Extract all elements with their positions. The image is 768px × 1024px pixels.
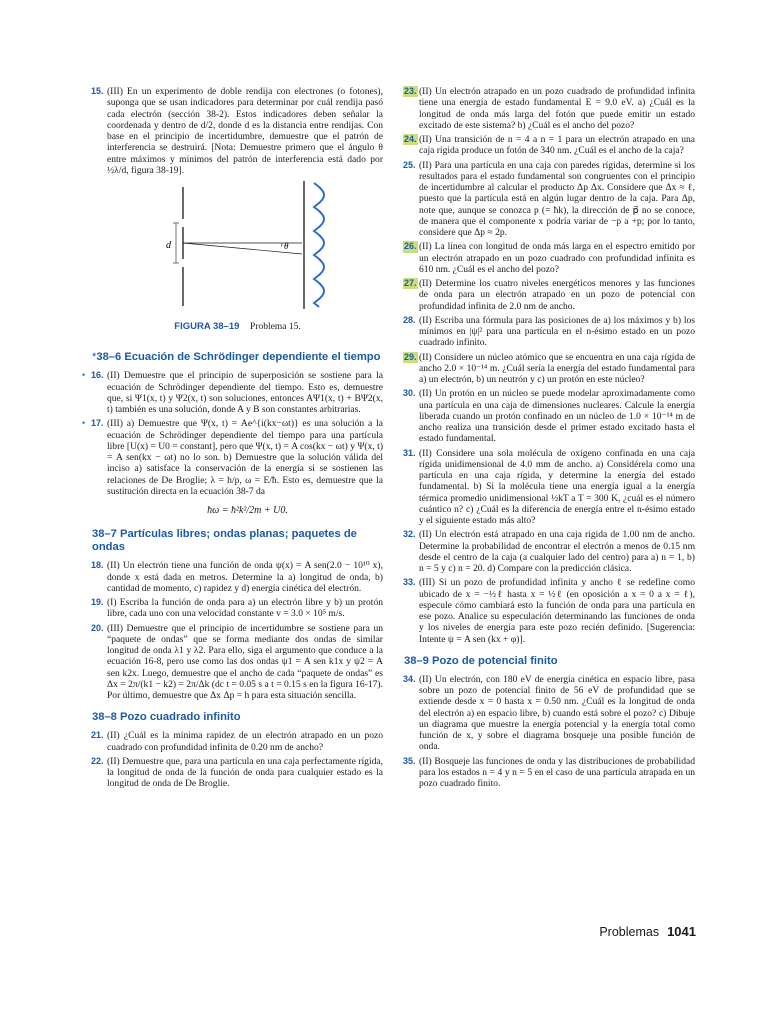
problem-16	[82, 370, 384, 415]
difficulty-level: (II)	[419, 159, 432, 171]
problem-number: 22.	[91, 755, 104, 766]
problem-text: Un electrón tiene una función de onda ψ(x) = A sen(2.0 − 10¹⁰ x), donde x está dada en metros. Determine la a) longitud de onda, b) cantidad de momento, c) rapidez y d) energía cinética del electrón.	[107, 560, 384, 594]
right-column	[404, 86, 695, 792]
problem-number: 35.	[403, 755, 416, 766]
problem-number: 28.	[403, 314, 416, 325]
problem-25	[404, 160, 695, 239]
difficulty-level: (II)	[107, 755, 120, 767]
d-label: d	[166, 240, 171, 251]
double-slit-diagram	[92, 179, 383, 319]
problem-text: Escriba la función de onda para a) un electrón libre y b) un protón libre, cada uno con una velocidad constante v = 3.0 × 10⁵ m/s.	[107, 597, 383, 620]
difficulty-level: (II)	[419, 388, 432, 400]
problem-27	[404, 278, 695, 312]
problem-26	[404, 241, 695, 275]
problem-30	[404, 388, 695, 444]
section-title: 38–8 Pozo cuadrado infinito	[92, 711, 241, 724]
problem-number: 29.	[404, 351, 417, 362]
section-title: 38–7 Partículas libres; ondas planas; paquetes de ondas	[92, 528, 357, 554]
difficulty-level: (II)	[419, 447, 432, 459]
problem-text: Un protón en un núcleo se puede modelar aproximadamente como una partícula en una caja de dimensiones nucleares. Calcule la energía liberada cuando un protón confinado en un núcleo de 1.0 × 10⁻¹⁴ m de ancho realiza una transición desde el primer estado excitado hasta el estado fundamental.	[419, 388, 695, 445]
section-38-7-heading	[92, 528, 383, 554]
figure-caption	[92, 321, 383, 333]
problem-number: 26.	[404, 241, 417, 252]
difficulty-level: (II)	[419, 241, 432, 253]
figure-label: FIGURA 38–19	[174, 321, 240, 332]
problem-23	[404, 86, 695, 131]
problem-35	[404, 756, 695, 790]
difficulty-level: (II)	[107, 560, 120, 572]
bullet: •	[82, 370, 86, 381]
problem-text: a) Demuestre que Ψ(x, t) = Ae^{i(kx−ωt)} es una solución a la ecuación de Schrödinger dependiente del tiempo para una partícula libre [U(x) = U0 = constant], pero que Ψ(x, t) = A cos(kx − ωt) y Ψ(x, t) = A sen(kx − ωt) no lo son. b) Demuestre que la solución válida del inciso a) satisface la conservación de la energía si se sostienen las relaciones de De Broglie; λ = h/p, ω = E/ħ. Esto es, demuestre que la sustitución directa en la ecuación 38-7 da	[107, 418, 383, 497]
problem-19	[92, 597, 383, 620]
difficulty-level: (II)	[419, 673, 432, 685]
difficulty-level: (II)	[419, 755, 432, 767]
theta-label: θ	[284, 241, 289, 251]
difficulty-level: (II)	[107, 730, 120, 742]
difficulty-level: (II)	[419, 529, 432, 541]
section-38-9-heading	[404, 655, 695, 668]
difficulty-level: (II)	[419, 351, 432, 363]
difficulty-level: (II)	[419, 278, 432, 289]
difficulty-level: (I)	[107, 597, 117, 608]
problem-text: Para una partícula en una caja con paredes rígidas, determine si los resultados para el estado fundamental son congruentes con el principio de incertidumbre al calcular el producto Δp Δx. Considere que Δx ≈ ℓ, puesto que la partícula está en algún lugar dentro de la caja. Para Δp, note que, aunque se conozca p (= ħk), la dirección de p⃗ no se conoce, de manera que el componente x podría variar de −p a +p; por lo tanto, considere que Δp ≈ 2p.	[419, 159, 696, 238]
problem-18	[92, 560, 383, 594]
problem-32	[404, 529, 695, 574]
problem-text: Demuestre que el principio de superposición se sostiene para la ecuación de Schrödinger dependiente del tiempo. Esto es, demuestre que, si Ψ1(x, t) y Ψ2(x, t) son soluciones, entonces AΨ1(x, t) + BΨ2(x, t) también es una solución, donde A y B son constantes arbitrarias.	[107, 370, 384, 415]
problem-text: Un electrón atrapado en un pozo cuadrado de profundidad infinita tiene una energía de estado fundamental E = 9.0 eV. a) ¿Cuál es la longitud de onda más larga del fotón que puede emitir un estado excitado de este sistema? b) ¿Cuál es el ancho del pozo?	[419, 86, 695, 131]
problem-number: 20.	[91, 622, 104, 633]
section-38-6-heading	[92, 351, 383, 364]
problem-text: Demuestre que, para una partícula en una caja perfectamente rígida, la longitud de onda de la función de onda para cualquier estado es la longitud de onda de De Broglie.	[107, 755, 383, 790]
problem-number: 24.	[404, 134, 417, 144]
problem-text: Una transición de n = 4 a n = 1 para un electrón atrapado en una caja rígida produce un fotón de 340 nm. ¿Cuál es el ancho de la caja?	[419, 134, 695, 157]
problem-number: 16.	[91, 370, 104, 381]
problem-20	[92, 623, 383, 702]
problem-text: Considere una sola molécula de oxígeno confinada en una caja rígida unidimensional de 4.0 mm de ancho. a) Considérela como una partícula en una caja rígida, y determine la energía del estado fundamental. b) Si la molécula tiene una energía igual a la energía térmica promedio unidimensional ½kT a T = 300 K, ¿cuál es el número cuántico n? c) ¿Cuál es la diferencia de energía entre el n-ésimo estado y el siguiente estado más alto?	[419, 447, 695, 526]
optional-star: *	[92, 351, 97, 364]
left-column	[82, 86, 384, 793]
page-footer	[599, 924, 696, 939]
problem-number: 31.	[403, 447, 416, 458]
problem-text: La línea con longitud de onda más larga en el espectro emitido por un electrón atrapado en un pozo cuadrado con profundidad infinita es 610 nm. ¿Cuál es el ancho del pozo?	[419, 241, 696, 275]
difficulty-level: (II)	[107, 370, 120, 382]
problem-28	[404, 315, 695, 349]
problem-number: 32.	[403, 529, 416, 540]
section-38-8-heading	[92, 711, 383, 724]
problem-number: 30.	[403, 388, 416, 399]
problem-33	[404, 577, 695, 645]
problem-number: 25.	[403, 159, 416, 170]
problem-text: Un electrón está atrapado en una caja rígida de 1.00 nm de ancho. Determine la probabilidad de encontrar el electrón a menos de 0.15 nm desde el centro de la caja (a cualquier lado del centro) para a) n = 1, b) n = 5 y c) n = 20. d) Compare con la predicción clásica.	[419, 529, 695, 574]
problem-number: 21.	[91, 730, 104, 741]
problem-text: Escriba una fórmula para las posiciones de a) los máximos y b) los mínimos en |ψ|² para una partícula en el n-ésimo estado en un pozo cuadrado infinito.	[419, 314, 695, 349]
difficulty-level: (III)	[107, 86, 123, 97]
problem-text: Demuestre que el principio de incertidumbre se sostiene para un “paquete de ondas” que se forma mediante dos ondas de similar longitud de onda λ1 y λ2. Para ello, siga el argumento que conduce a la ecuación 16-8, pero use como las dos ondas ψ1 = A sen k1x y ψ2 = A sen k2x. Luego, demuestre que el ancho de cada “paquete de ondas” es Δx = 2π/(k1 − k2) = 2π/Δk (dc t = 0.05 s a t = 0.15 s en la figura 16-17). Por último, demuestre que Δx Δp = h para esta situación sencilla.	[107, 622, 383, 701]
problem-17	[82, 418, 383, 497]
difficulty-level: (II)	[419, 86, 432, 97]
figure-caption-text: Problema 15.	[250, 322, 301, 332]
difficulty-level: (II)	[419, 134, 432, 145]
problem-24	[404, 134, 695, 157]
bullet: •	[82, 418, 86, 429]
problem-number: 34.	[403, 673, 416, 684]
problem-text: Un electrón, con 180 eV de energía cinética en espacio libre, pasa sobre un pozo de potencial finito de 56 eV de profundidad que se extiende desde x = 0 hasta x = 0.50 nm. ¿Cuál es la longitud de onda del electrón a) en espacio libre, b) cuando está sobre el pozo? c) Dibuje un diagrama que muestre la energía potencial y la energía total como función de x, y sobre el diagrama bosqueje una posible función de onda.	[419, 673, 695, 753]
page-number: 1041	[667, 924, 696, 939]
problem-number: 23.	[404, 86, 417, 96]
problem-number: 15.	[91, 86, 104, 96]
problem-31	[404, 448, 695, 527]
footer-label: Problemas	[599, 925, 660, 939]
difficulty-level: (III)	[419, 577, 435, 589]
problem-number: 18.	[91, 560, 104, 571]
problem-text: En un experimento de doble rendija con electrones (o fotones), suponga que se usan indicadores para determinar por cuál rendija pasó cada electrón (sección 38-2). Estos indicadores deben señalar la coordenada y dentro de d/2, donde d es la distancia entre rendijas. Con base en el principio de incertidumbre, demuestre que el patrón de interferencia se destruirá. [Nota: Demuestre primero que el ángulo θ entre máximos y mínimos del patrón de interferencia está dado por ½λ/d, figura 38-19].	[107, 86, 383, 176]
problem-21	[92, 730, 383, 753]
problem-text: Bosqueje las funciones de onda y las distribuciones de probabilidad para los estados n = 4 y n = 5 en el caso de una partícula atrapada en un pozo cuadrado finito.	[419, 755, 695, 789]
problem-15	[92, 86, 383, 176]
section-title: 38–9 Pozo de potencial finito	[404, 654, 558, 667]
difficulty-level: (III)	[107, 622, 123, 634]
problem-34	[404, 674, 695, 753]
problem-number: 33.	[403, 577, 416, 588]
problem-text: ¿Cuál es la mínima rapidez de un electrón atrapado en un pozo cuadrado con profundidad infinita de 0.20 nm de ancho?	[107, 730, 383, 753]
difficulty-level: (III)	[107, 418, 123, 430]
section-title: 38–6 Ecuación de Schrödinger dependiente el tiempo	[96, 351, 381, 364]
problem-29	[404, 352, 695, 386]
figure-38-19	[92, 179, 383, 319]
problem-number: 19.	[91, 597, 104, 607]
problem-text: Si un pozo de profundidad infinita y ancho ℓ se redefine como ubicado de x = −½ℓ hasta x = ½ℓ (en oposición a x = 0 a x = ℓ), especule cómo cambiará esto la función de onda para una partícula en ese pozo. Analice su especulación determinando las funciones de onda y los niveles de energía para este pozo recién definido. [Sugerencia: Intente ψ = A sen (kx + φ)].	[419, 577, 696, 645]
interference-pattern	[314, 183, 324, 307]
difficulty-level: (II)	[419, 314, 432, 326]
problem-text: Determine los cuatro niveles energéticos menores y las funciones de onda para un electrón atrapado en un pozo de potencial con profundidad infinita de 2.0 nm de ancho.	[419, 278, 695, 312]
problem-22	[92, 756, 383, 790]
equation-17: ħω = ħ²k²/2m + U0.	[207, 505, 288, 516]
problem-text: Considere un núcleo atómico que se encuentra en una caja rígida de ancho 2.0 × 10⁻¹⁴ m. ¿Cuál sería la energía del estado fundamental para a) un electrón, b) un neutrón y c) un protón en este núcleo?	[419, 351, 695, 385]
problem-number: 17.	[91, 418, 104, 429]
problem-number: 27.	[404, 278, 417, 288]
